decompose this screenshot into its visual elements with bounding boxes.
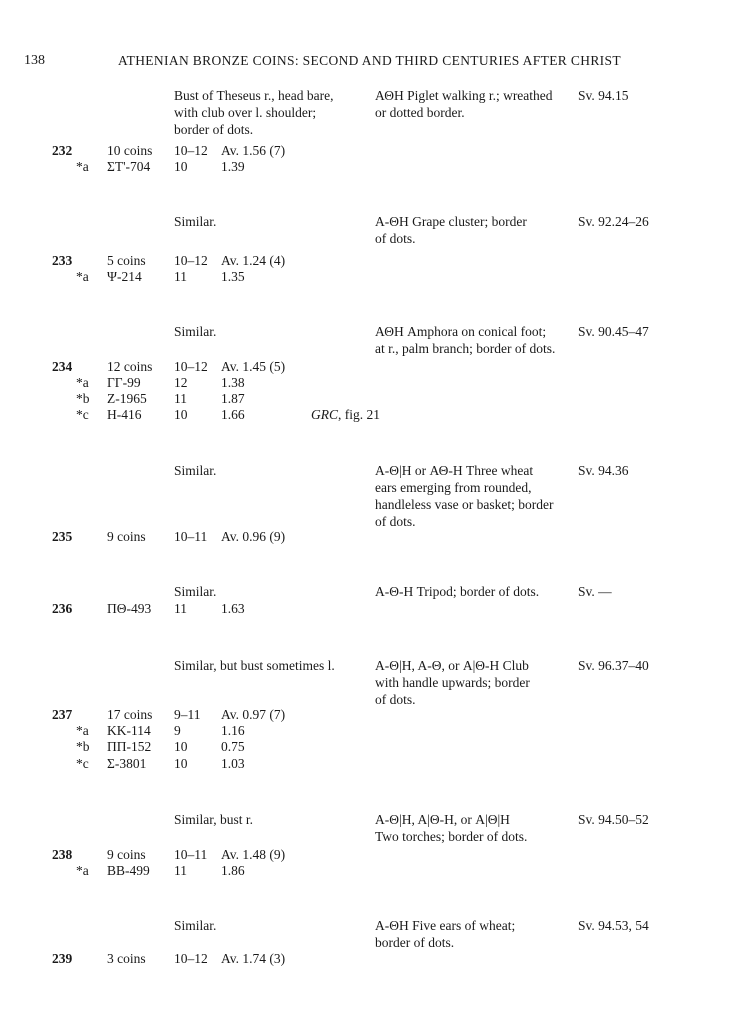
weight: Av. 1.74 (3)	[221, 951, 286, 966]
specimen-weight: 1.87	[221, 391, 245, 406]
reverse-line: of dots.	[375, 231, 416, 246]
reference: Sv. —	[578, 584, 612, 599]
reverse-line: border of dots.	[375, 935, 455, 950]
specimen-weight: 1.39	[221, 159, 245, 174]
reverse-line: Α-Θ|Η or ΑΘ-Η Three wheat	[375, 463, 534, 478]
specimen-label: *c	[76, 756, 89, 771]
reverse-line: Α-ΘΗ Grape cluster; border	[375, 214, 527, 229]
specimen-axis: 10	[174, 739, 188, 754]
specimen-label: *a	[76, 159, 89, 174]
specimen-inventory: ΚΚ-114	[107, 723, 151, 738]
specimen-note: GRC, fig. 21	[311, 407, 380, 422]
specimen-axis: 11	[174, 863, 187, 878]
specimen-weight: 1.35	[221, 269, 245, 284]
reverse-line: Α-Θ-Η Tripod; border of dots.	[375, 584, 540, 599]
reverse-line: at r., palm branch; border of dots.	[375, 341, 556, 356]
reverse-line: ΑΘΗ Amphora on conical foot;	[375, 324, 547, 339]
specimen-weight: 1.86	[221, 863, 245, 878]
specimen-label: *a	[76, 375, 89, 390]
entry-number: 238	[52, 847, 73, 862]
obverse-line: Similar, but bust sometimes l.	[174, 658, 335, 673]
specimen-axis: 10	[174, 159, 188, 174]
obverse-line: border of dots.	[174, 122, 254, 137]
entry-number: 233	[52, 253, 73, 268]
obverse-line: Similar.	[174, 463, 217, 478]
weight: Av. 1.56 (7)	[221, 143, 286, 158]
specimen-axis: 11	[174, 391, 187, 406]
specimen-label: *c	[76, 407, 89, 422]
weight: 1.63	[221, 601, 245, 616]
reference: Sv. 94.36	[578, 463, 629, 478]
entry-number: 235	[52, 529, 73, 544]
specimen-inventory: ΒΒ-499	[107, 863, 150, 878]
specimen-weight: 1.03	[221, 756, 245, 771]
coin-count: 17 coins	[107, 707, 153, 722]
reverse-line: of dots.	[375, 514, 416, 529]
entry-number: 239	[52, 951, 73, 966]
specimen-label: *b	[76, 739, 90, 754]
specimen-weight: 1.16	[221, 723, 245, 738]
reverse-line: ears emerging from rounded,	[375, 480, 532, 495]
entry-number: 232	[52, 143, 73, 158]
weight: Av. 1.45 (5)	[221, 359, 286, 374]
die-axis: 10–11	[174, 847, 208, 862]
die-axis: 10–12	[174, 951, 208, 966]
die-axis: 10–12	[174, 143, 208, 158]
reference: Sv. 92.24–26	[578, 214, 649, 229]
die-axis: 10–12	[174, 253, 208, 268]
specimen-label: *b	[76, 391, 90, 406]
die-axis: 9–11	[174, 707, 201, 722]
specimen-inventory: Ψ-214	[107, 269, 142, 284]
specimen-weight: 1.38	[221, 375, 245, 390]
specimen-weight: 1.66	[221, 407, 245, 422]
coin-count: 10 coins	[107, 143, 153, 158]
specimen-inventory: ΠΠ-152	[107, 739, 152, 754]
specimen-label: *a	[76, 723, 89, 738]
die-axis: 10–11	[174, 529, 208, 544]
reverse-line: Α-Θ|Η, Α-Θ, or Α|Θ-Η Club	[375, 658, 529, 673]
entry-number: 234	[52, 359, 73, 374]
obverse-line: Similar.	[174, 918, 217, 933]
reference: Sv. 96.37–40	[578, 658, 649, 673]
reverse-line: with handle upwards; border	[375, 675, 530, 690]
reverse-line: handleless vase or basket; border	[375, 497, 554, 512]
entry-number: 237	[52, 707, 73, 722]
weight: Av. 1.48 (9)	[221, 847, 286, 862]
specimen-weight: 0.75	[221, 739, 245, 754]
specimen-axis: 10	[174, 407, 188, 422]
reference: Sv. 90.45–47	[578, 324, 649, 339]
specimen-label: *a	[76, 269, 89, 284]
specimen-inventory: ΓΓ-99	[107, 375, 141, 390]
specimen-axis: 9	[174, 723, 181, 738]
obverse-line: Similar.	[174, 584, 217, 599]
specimen-inventory: ΣΤ'-704	[107, 159, 151, 174]
obverse-line: Bust of Theseus r., head bare,	[174, 88, 334, 103]
reverse-line: or dotted border.	[375, 105, 465, 120]
reference: Sv. 94.53, 54	[578, 918, 649, 933]
obverse-line: Similar.	[174, 324, 217, 339]
reverse-line: Α-ΘΗ Five ears of wheat;	[375, 918, 516, 933]
reference: Sv. 94.15	[578, 88, 629, 103]
die-axis: 11	[174, 601, 187, 616]
reverse-line: ΑΘΗ Piglet walking r.; wreathed	[375, 88, 553, 103]
specimen-axis: 12	[174, 375, 188, 390]
specimen-label: *a	[76, 863, 89, 878]
obverse-line: Similar.	[174, 214, 217, 229]
reference: Sv. 94.50–52	[578, 812, 649, 827]
specimen-axis: 11	[174, 269, 187, 284]
weight: Av. 1.24 (4)	[221, 253, 286, 268]
specimen-axis: 10	[174, 756, 188, 771]
page-number: 138	[24, 53, 45, 68]
obverse-line: Similar, bust r.	[174, 812, 253, 827]
coin-count: 5 coins	[107, 253, 146, 268]
weight: Av. 0.96 (9)	[221, 529, 286, 544]
specimen-inventory: ΠΘ-493	[107, 601, 152, 616]
specimen-inventory: Η-416	[107, 407, 142, 422]
running-head: ATHENIAN BRONZE COINS: SECOND AND THIRD CENTURIES AFTER CHRIST	[118, 53, 621, 68]
specimen-inventory: Ζ-1965	[107, 391, 147, 406]
coin-count: 9 coins	[107, 847, 146, 862]
weight: Av. 0.97 (7)	[221, 707, 286, 722]
coin-count: 9 coins	[107, 529, 146, 544]
coin-count: 3 coins	[107, 951, 146, 966]
entry-number: 236	[52, 601, 73, 616]
obverse-line: with club over l. shoulder;	[174, 105, 317, 120]
coin-count: 12 coins	[107, 359, 153, 374]
reverse-line: Two torches; border of dots.	[375, 829, 528, 844]
reverse-line: of dots.	[375, 692, 416, 707]
reverse-line: Α-Θ|Η, Α|Θ-Η, or Α|Θ|Η	[375, 812, 510, 827]
die-axis: 10–12	[174, 359, 208, 374]
specimen-inventory: Σ-3801	[107, 756, 147, 771]
